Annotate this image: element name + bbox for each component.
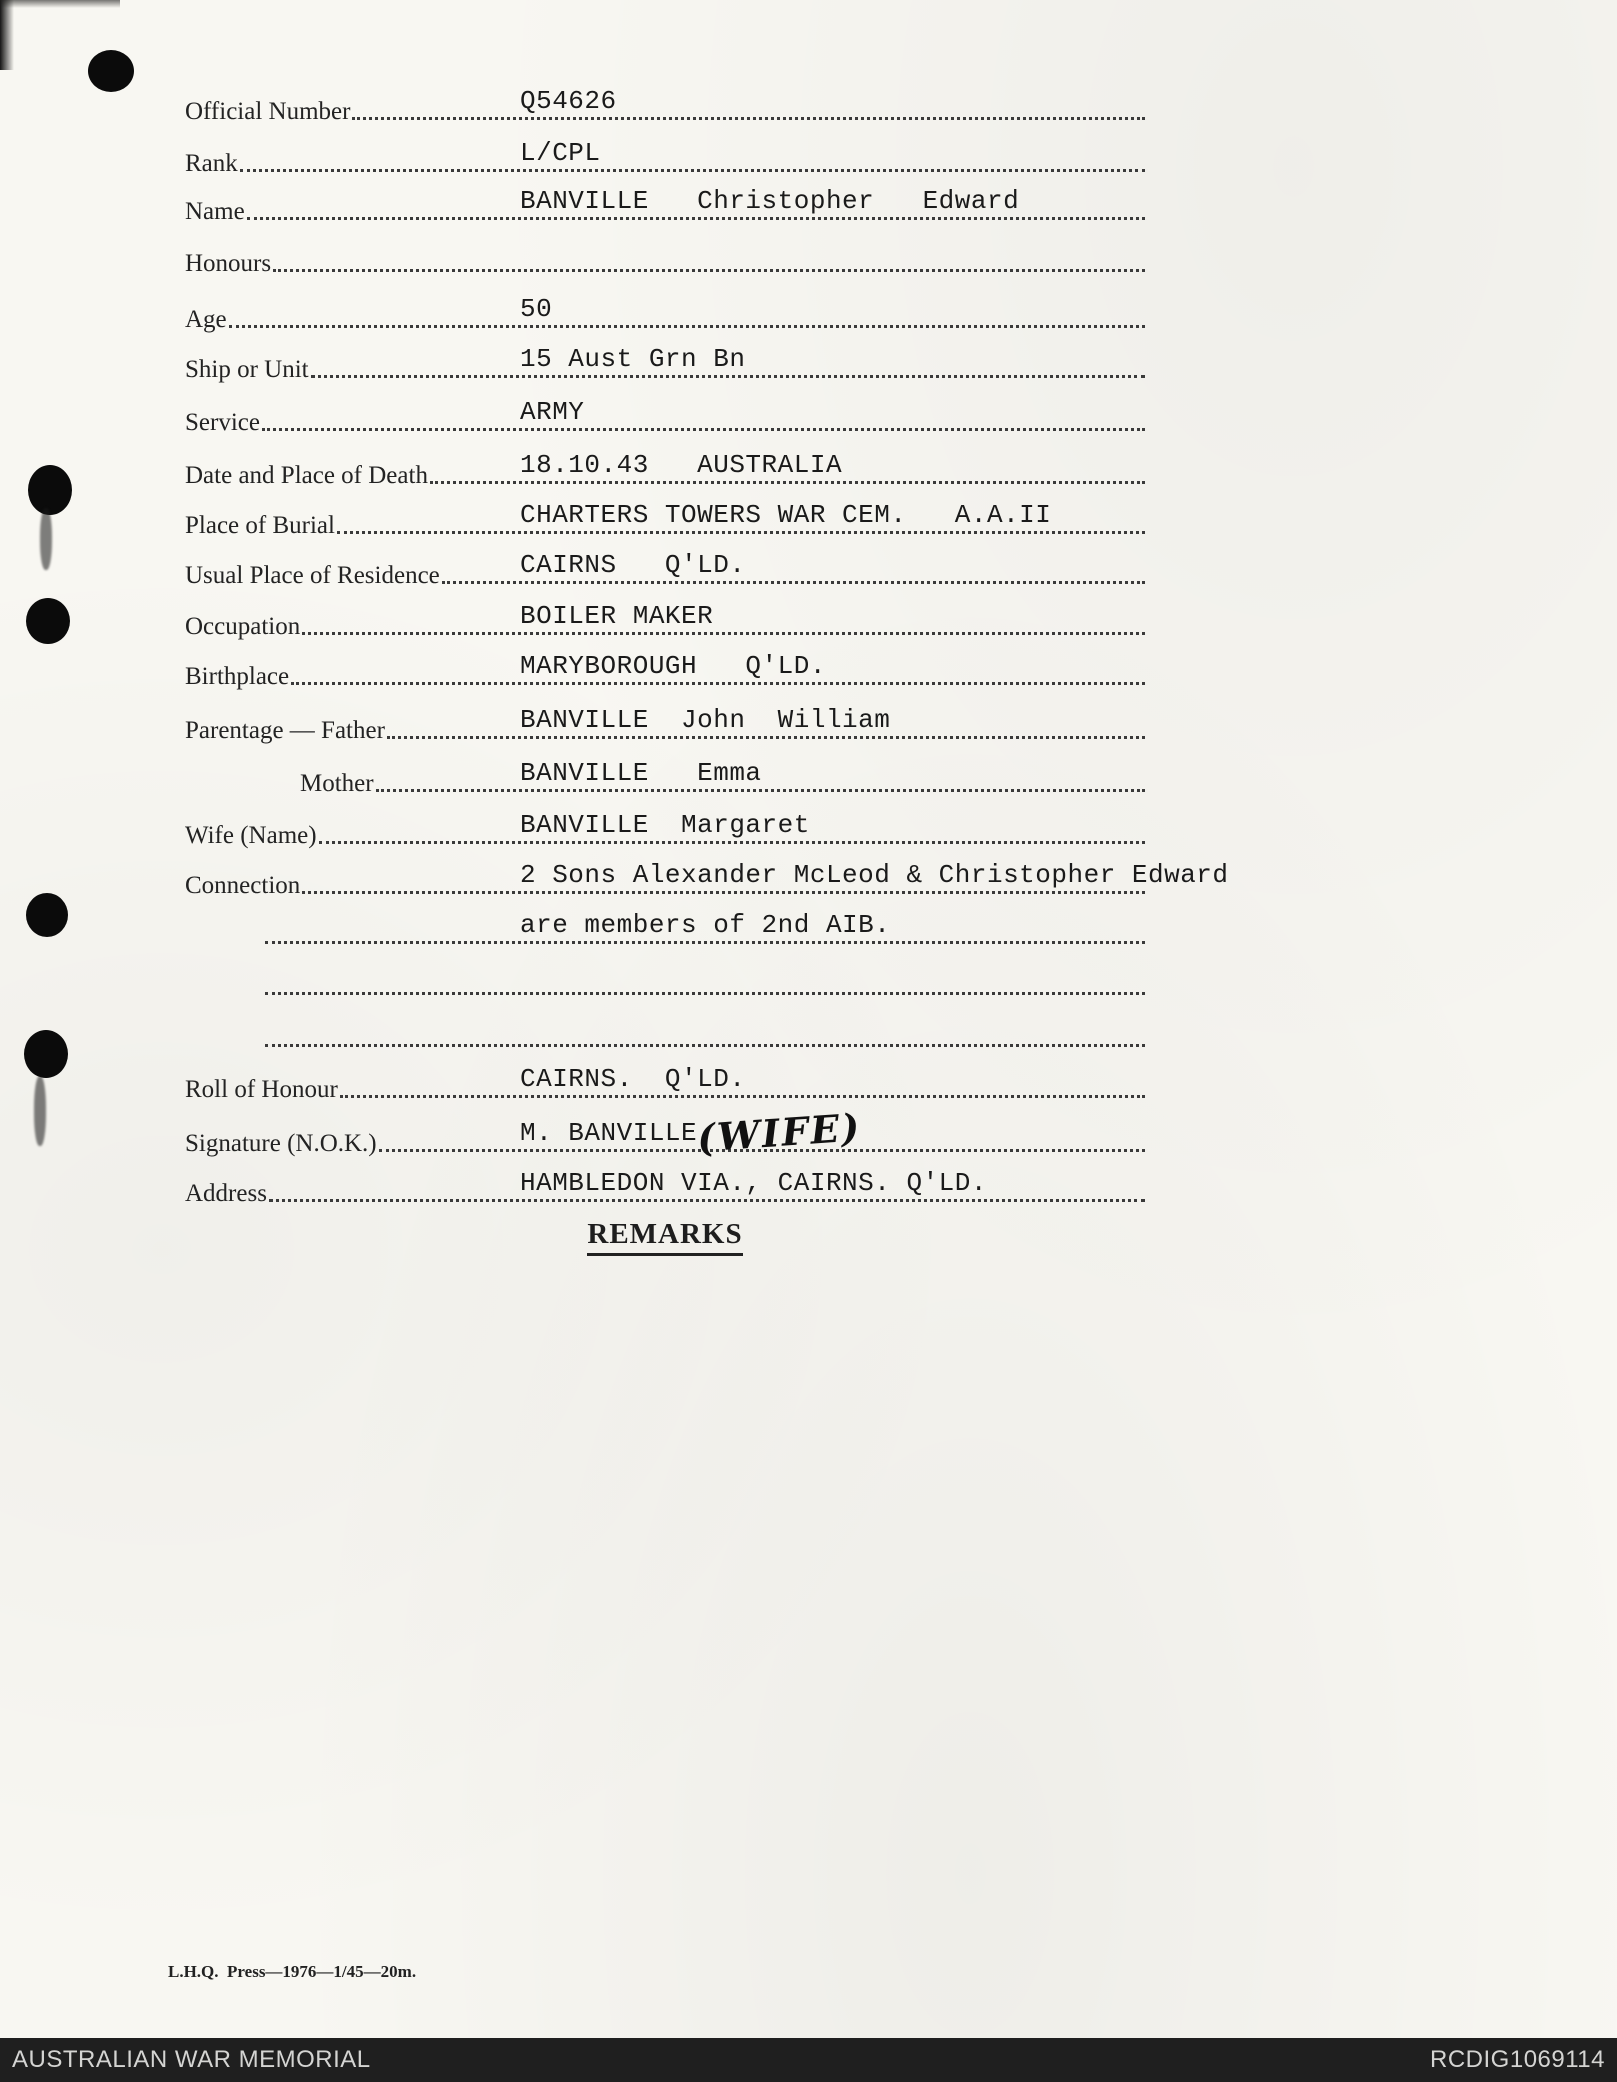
field-value: HAMBLEDON VIA., CAIRNS. Q'LD. [520, 1168, 987, 1198]
form-row-address [185, 1169, 1145, 1207]
field-value: BOILER MAKER [520, 601, 714, 631]
form-row-honours [185, 239, 1145, 277]
dotted-leader [262, 428, 1145, 431]
form-row-death [185, 451, 1145, 489]
form-row-roll-of-honour [185, 1065, 1145, 1103]
dotted-leader [340, 1095, 1145, 1098]
form-row-signature-nok [185, 1104, 1145, 1161]
field-value: BANVILLE Margaret [520, 810, 810, 840]
form-row-connection-continued [265, 911, 1145, 949]
dotted-leader [229, 325, 1145, 328]
ink-blob [24, 1030, 68, 1078]
dotted-leader [376, 789, 1145, 792]
ink-blob [26, 598, 70, 644]
field-value: BANVILLE Emma [520, 758, 762, 788]
ink-blob [26, 893, 68, 937]
dotted-leader [430, 481, 1145, 484]
remarks-section [185, 1218, 1145, 1256]
field-value: Q54626 [520, 86, 617, 116]
archive-footer-bar [0, 2038, 1617, 2082]
field-label: Mother [300, 769, 374, 797]
form-row-blank [265, 962, 1145, 1000]
field-label: Usual Place of Residence [185, 561, 440, 589]
field-label: Name [185, 197, 245, 225]
form-row-service [185, 398, 1145, 436]
field-value: CHARTERS TOWERS WAR CEM. A.A.II [520, 500, 1052, 530]
dotted-leader [319, 841, 1145, 844]
field-value: 15 Aust Grn Bn [520, 344, 746, 374]
field-value: ARMY [520, 397, 585, 427]
ink-smear [34, 1076, 46, 1146]
form-row-father [185, 706, 1145, 744]
dotted-leader [269, 1199, 1145, 1202]
form-row-name [185, 187, 1145, 225]
dotted-leader [273, 269, 1145, 272]
field-value: 50 [520, 294, 553, 324]
field-value: CAIRNS Q'LD. [520, 550, 746, 580]
dotted-leader [291, 682, 1145, 685]
field-value: L/CPL [520, 138, 601, 168]
field-label: Signature (N.O.K.) [185, 1129, 377, 1157]
field-value: CAIRNS. Q'LD. [520, 1064, 746, 1094]
dotted-leader [387, 736, 1145, 739]
field-label: Roll of Honour [185, 1075, 338, 1103]
dotted-leader [337, 531, 1145, 534]
field-label: Address [185, 1179, 267, 1207]
field-label: Parentage — Father [185, 716, 385, 744]
form-row-birthplace [185, 652, 1145, 690]
field-label: Occupation [185, 612, 301, 640]
field-label: Official Number [185, 97, 351, 125]
form-row-burial [185, 501, 1145, 539]
form-row-official-number [185, 87, 1145, 125]
dotted-leader [442, 581, 1145, 584]
ink-blob [88, 50, 134, 92]
archive-source-label: AUSTRALIAN WAR MEMORIAL [12, 2046, 371, 2073]
field-label: Service [185, 408, 260, 436]
form-row-residence [185, 551, 1145, 589]
dotted-leader [265, 992, 1145, 995]
field-value: are members of 2nd AIB. [520, 910, 891, 940]
field-label: Wife (Name) [185, 821, 317, 849]
form-row-blank [265, 1014, 1145, 1052]
field-label: Place of Burial [185, 511, 335, 539]
dotted-leader [265, 1044, 1145, 1047]
field-value: M. BANVILLE [520, 1118, 698, 1148]
dotted-leader [247, 217, 1145, 220]
dotted-leader [311, 375, 1145, 378]
field-value: 18.10.43 AUSTRALIA [520, 450, 843, 480]
field-label: Rank [185, 149, 238, 177]
field-label: Birthplace [185, 662, 290, 690]
field-value: MARYBOROUGH Q'LD. [520, 651, 826, 681]
field-value: BANVILLE John William [520, 705, 891, 735]
form-row-age [185, 295, 1145, 333]
form-row-rank [185, 139, 1145, 177]
form-row-wife [185, 811, 1145, 849]
printer-imprint: L.H.Q. Press—1976—1/45—20m. [168, 1962, 417, 1981]
archive-record-id: RCDIG1069114 [1430, 2046, 1605, 2073]
field-label: Honours [185, 249, 272, 277]
form-row-occupation [185, 602, 1145, 640]
form-row-connection [185, 860, 1229, 899]
dotted-leader [352, 117, 1145, 120]
field-label: Connection [185, 871, 301, 899]
field-label: Age [185, 305, 227, 333]
dotted-leader [302, 891, 1145, 894]
ink-blob [28, 465, 72, 515]
remarks-heading: REMARKS [587, 1218, 742, 1256]
scan-edge-shadow-top [0, 0, 120, 8]
handwritten-wife-note: (WIFE) [695, 1104, 863, 1161]
form-row-ship-or-unit [185, 345, 1145, 383]
form-row-mother [185, 759, 1145, 797]
dotted-leader [302, 632, 1145, 635]
field-label: Ship or Unit [185, 355, 309, 383]
dotted-leader [240, 169, 1145, 172]
ink-smear [40, 508, 52, 570]
field-value: 2 Sons Alexander McLeod & Christopher Edward [520, 860, 1229, 890]
dotted-leader [265, 941, 1145, 944]
field-value: BANVILLE Christopher Edward [520, 186, 1020, 216]
field-label: Date and Place of Death [185, 461, 428, 489]
scan-edge-shadow [0, 0, 14, 70]
